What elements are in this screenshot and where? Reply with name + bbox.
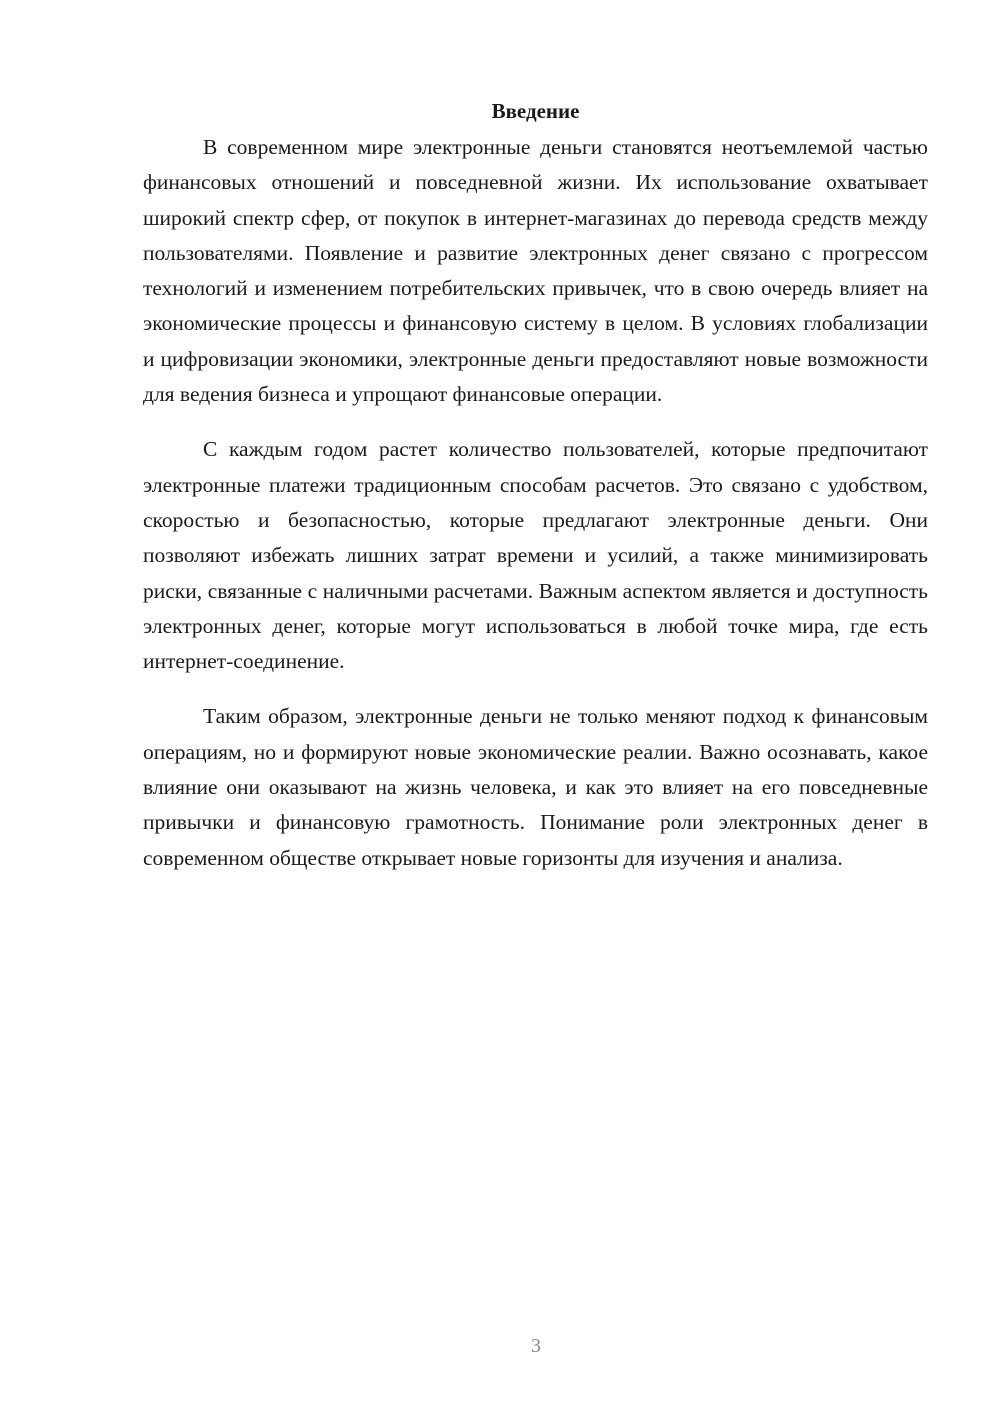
paragraph-1: В современном мире электронные деньги становятся неотъемлемой частью финансовых отношений и повседневной жизни. Их использование охватывает широкий спектр сфер, от покупок в интернет-магазинах до перевода средств между пользователями. Появление и развитие электронных денег связано с прогрессом технологий и изменением потребительских привычек, что в свою очередь влияет на экономические процессы и финансовую систему в целом. В условиях глобализации и цифровизации экономики, электронные деньги предоставляют новые возможности для ведения бизнеса и упрощают финансовые операции. xyxy=(143,135,928,407)
page-number: 3 xyxy=(531,1335,541,1357)
paragraph-2: С каждым годом растет количество пользователей, которые предпочитают электронные платежи традиционным способам расчетов. Это связано с удобством, скоростью и безопасностью, которые предлагают электронные деньги. Они позволяют избежать лишних затрат времени и усилий, а также минимизировать риски, связанные с наличными расчетами. Важным аспектом является и доступность электронных денег, которые могут использоваться в любой точке мира, где есть интернет-соединение. xyxy=(143,437,928,674)
page-content xyxy=(143,96,928,896)
section-heading: Введение xyxy=(491,99,580,123)
paragraph-3: Таким образом, электронные деньги не только меняют подход к финансовым операциям, но и формируют новые экономические реалии. Важно осознавать, какое влияние они оказывают на жизнь человека, и как это влияет на его повседневные привычки и финансовую грамотность. Понимание роли электронных денег в современном обществе открывает новые горизонты для изучения и анализа. xyxy=(143,704,928,870)
